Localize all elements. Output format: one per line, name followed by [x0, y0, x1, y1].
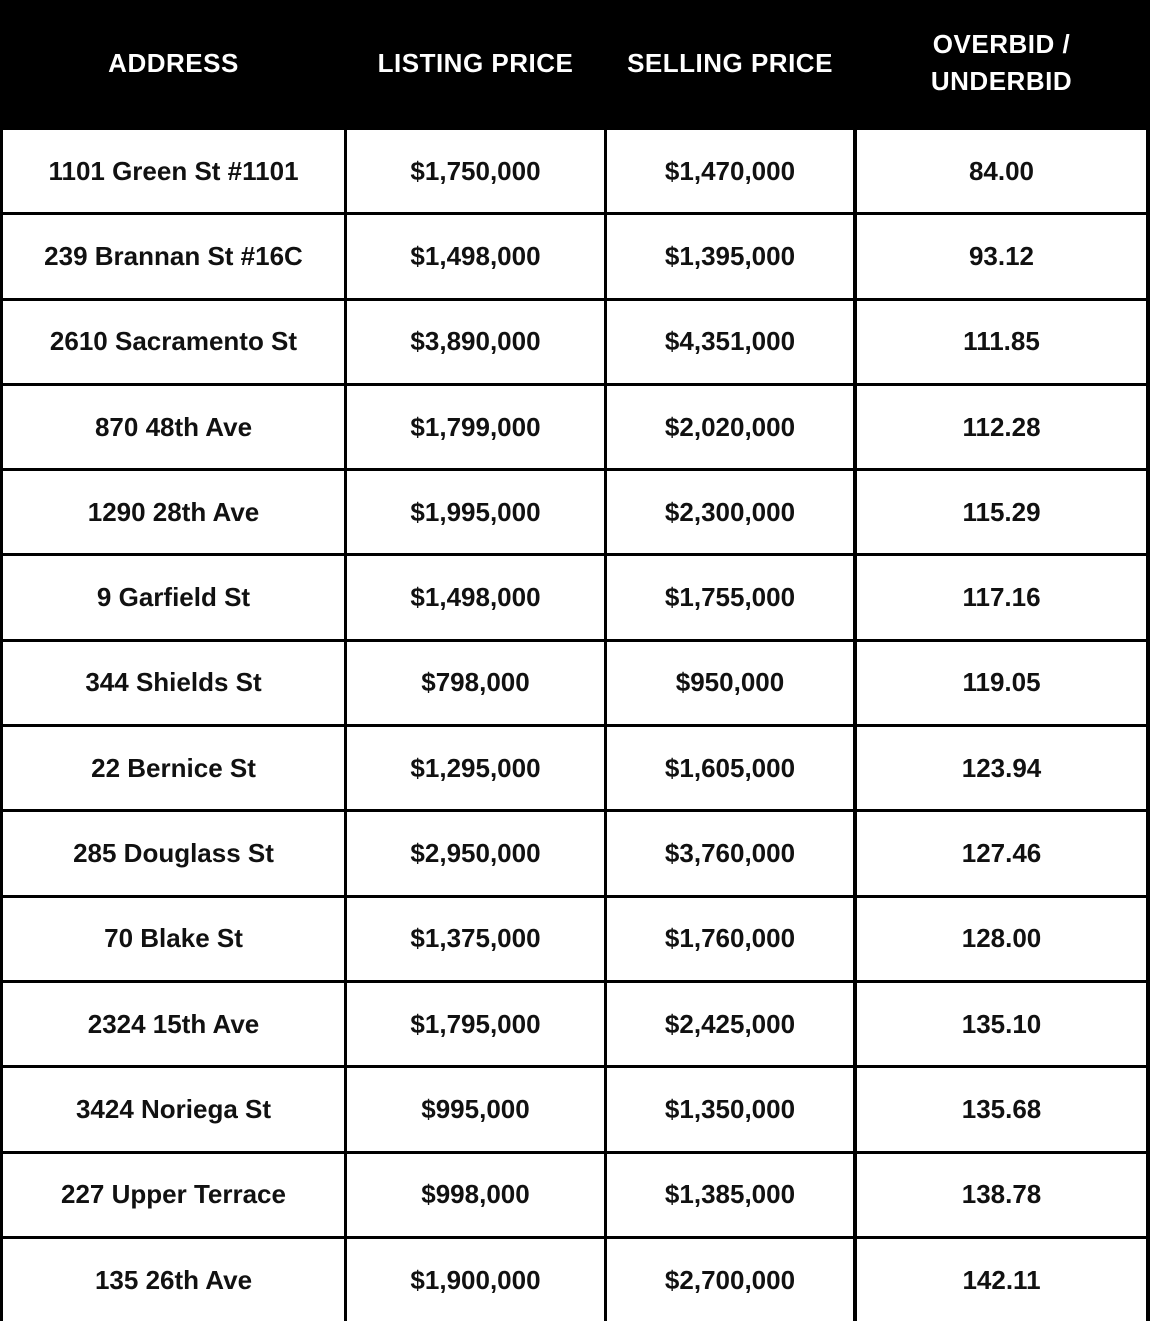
table-row	[0, 898, 1150, 983]
address-cell: 22 Bernice St	[3, 727, 344, 809]
listing-price-cell: $798,000	[347, 642, 604, 724]
overbid-cell: 138.78	[857, 1154, 1146, 1236]
selling-price-cell: $1,760,000	[607, 898, 853, 980]
selling-price-cell: $2,425,000	[607, 983, 853, 1065]
address-cell: 285 Douglass St	[3, 812, 344, 894]
table-row	[0, 1239, 1150, 1321]
table-row	[0, 130, 1150, 215]
selling-price-cell: $1,605,000	[607, 727, 853, 809]
selling-price-cell: $3,760,000	[607, 812, 853, 894]
overbid-cell: 123.94	[857, 727, 1146, 809]
table-row	[0, 1068, 1150, 1153]
table-row	[0, 556, 1150, 641]
table-row	[0, 301, 1150, 386]
address-cell: 344 Shields St	[3, 642, 344, 724]
listing-price-cell: $1,799,000	[347, 386, 604, 468]
selling-price-cell: $2,020,000	[607, 386, 853, 468]
selling-price-cell: $1,395,000	[607, 215, 853, 297]
header-selling-price: SELLING PRICE	[627, 47, 833, 78]
selling-price-cell: $2,700,000	[607, 1239, 853, 1321]
table-body	[0, 130, 1150, 1321]
table-row	[0, 471, 1150, 556]
overbid-cell: 128.00	[857, 898, 1146, 980]
address-cell: 239 Brannan St #16C	[3, 215, 344, 297]
overbid-cell: 127.46	[857, 812, 1146, 894]
listing-price-cell: $1,498,000	[347, 215, 604, 297]
address-cell: 870 48th Ave	[3, 386, 344, 468]
listing-price-cell: $2,950,000	[347, 812, 604, 894]
overbid-cell: 117.16	[857, 556, 1146, 638]
listing-price-cell: $1,795,000	[347, 983, 604, 1065]
address-cell: 70 Blake St	[3, 898, 344, 980]
overbid-cell: 115.29	[857, 471, 1146, 553]
selling-price-cell: $1,755,000	[607, 556, 853, 638]
listing-price-cell: $1,498,000	[347, 556, 604, 638]
overbid-cell: 135.10	[857, 983, 1146, 1065]
overbid-cell: 135.68	[857, 1068, 1146, 1150]
address-cell: 3424 Noriega St	[3, 1068, 344, 1150]
address-cell: 135 26th Ave	[3, 1239, 344, 1321]
overbid-cell: 111.85	[857, 301, 1146, 383]
table-row	[0, 727, 1150, 812]
selling-price-cell: $1,385,000	[607, 1154, 853, 1236]
table-header-row	[0, 0, 1150, 130]
selling-price-cell: $1,470,000	[607, 130, 853, 212]
selling-price-cell: $2,300,000	[607, 471, 853, 553]
address-cell: 2324 15th Ave	[3, 983, 344, 1065]
overbid-cell: 142.11	[857, 1239, 1146, 1321]
listing-price-cell: $1,750,000	[347, 130, 604, 212]
listing-price-cell: $1,295,000	[347, 727, 604, 809]
table-row	[0, 1154, 1150, 1239]
overbid-cell: 119.05	[857, 642, 1146, 724]
header-overbid-underbid: OVERBID / UNDERBID	[930, 29, 1073, 96]
table-row	[0, 386, 1150, 471]
header-listing-price: LISTING PRICE	[377, 47, 574, 78]
table-row	[0, 983, 1150, 1068]
listing-price-cell: $1,375,000	[347, 898, 604, 980]
address-cell: 1290 28th Ave	[3, 471, 344, 553]
address-cell: 9 Garfield St	[3, 556, 344, 638]
listing-price-cell: $995,000	[347, 1068, 604, 1150]
address-cell: 2610 Sacramento St	[3, 301, 344, 383]
selling-price-cell: $950,000	[607, 642, 853, 724]
overbid-cell: 112.28	[857, 386, 1146, 468]
table-row	[0, 642, 1150, 727]
overbid-cell: 84.00	[857, 130, 1146, 212]
listing-price-cell: $1,995,000	[347, 471, 604, 553]
selling-price-cell: $4,351,000	[607, 301, 853, 383]
header-address: ADDRESS	[108, 47, 239, 78]
table-row	[0, 215, 1150, 300]
table-row	[0, 812, 1150, 897]
overbid-cell: 93.12	[857, 215, 1146, 297]
listing-price-cell: $3,890,000	[347, 301, 604, 383]
listing-price-cell: $1,900,000	[347, 1239, 604, 1321]
address-cell: 227 Upper Terrace	[3, 1154, 344, 1236]
address-cell: 1101 Green St #1101	[3, 130, 344, 212]
listing-price-cell: $998,000	[347, 1154, 604, 1236]
selling-price-cell: $1,350,000	[607, 1068, 853, 1150]
